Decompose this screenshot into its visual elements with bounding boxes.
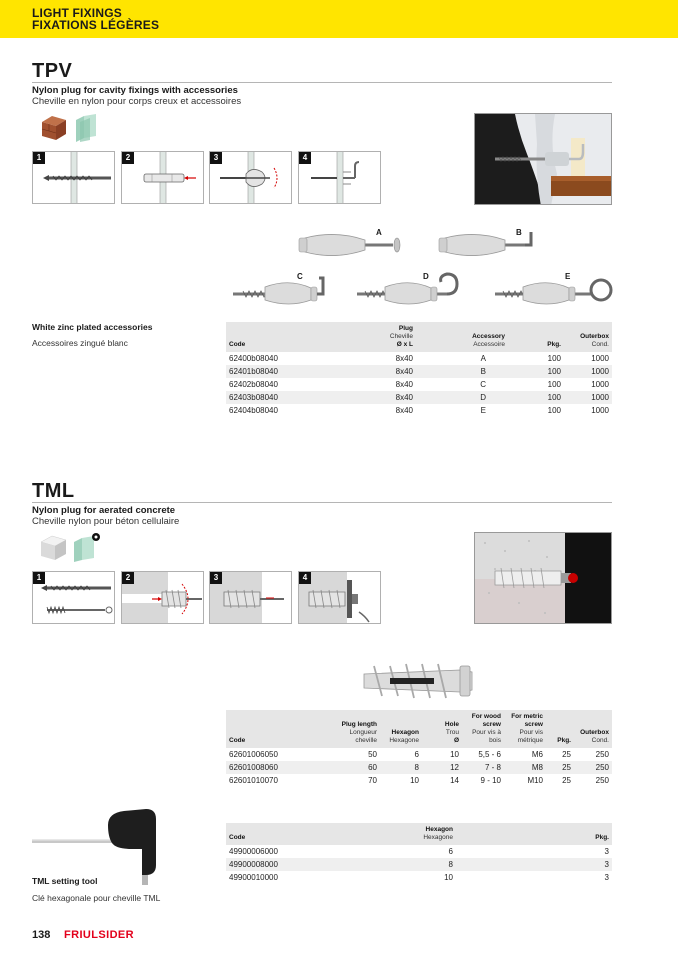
tpv-application-photo <box>474 113 612 205</box>
plug-c-icon <box>233 278 323 304</box>
tml-step-2 <box>121 571 204 624</box>
step-number: 2 <box>122 572 134 584</box>
tml-step-3 <box>209 571 292 624</box>
insert-plug-step-icon <box>122 152 204 204</box>
header-title-en: LIGHT FIXINGS <box>32 6 122 20</box>
th-pkg: Pkg. <box>576 823 612 845</box>
tml-plug-icon <box>360 662 476 700</box>
table-row: 62401b08040 8x40 B 100 1000 <box>226 365 612 378</box>
tpv-products-illustration <box>225 226 615 308</box>
table-row: 62404b08040 8x40 E 100 1000 <box>229 406 609 415</box>
th-metric-screw: For metric screw Pour vis métrique <box>504 710 546 748</box>
drill-step-icon <box>33 152 115 204</box>
th-hole: Hole Trou Ø <box>422 710 462 748</box>
th-hexagon: Hexagon Hexagone <box>380 710 422 748</box>
step-number: 1 <box>33 572 45 584</box>
table-row: 62400b08040 8x40 A 100 1000 <box>229 354 609 363</box>
tool-title-fr: Clé hexagonale pour cheville TML <box>32 893 161 903</box>
tpv-step-2 <box>121 151 204 204</box>
label-c: C <box>297 272 303 281</box>
tpv-subtitle-en: Nylon plug for cavity fixings with accessories <box>32 85 238 96</box>
table-row: 62403b08040 8x40 D 100 1000 <box>226 391 612 404</box>
tpv-rule <box>32 82 612 83</box>
label-d: D <box>423 272 429 281</box>
table-row: 49900010000 10 3 <box>229 873 609 882</box>
plug-e-icon <box>495 280 611 304</box>
step-number: 3 <box>210 572 222 584</box>
label-e: E <box>565 272 571 281</box>
th-pkg: Pkg. <box>546 710 574 748</box>
fixture-mounted-step-icon <box>299 572 381 624</box>
th-outerbox: Outerbox Cond. <box>574 710 612 748</box>
th-accessory: Accessory Accessoire <box>416 322 508 352</box>
aerated-concrete-icon <box>38 532 68 562</box>
th-plug-length: Plug length Longueur cheville <box>336 710 380 748</box>
step-number: 2 <box>122 152 134 164</box>
tml-application-photo <box>474 532 612 624</box>
step-number: 4 <box>299 572 311 584</box>
tpv-step-1 <box>32 151 115 204</box>
table-row: 49900008000 8 3 <box>226 858 612 871</box>
tml-step-1 <box>32 571 115 624</box>
plug-a-icon <box>299 234 400 255</box>
tpv-step-4 <box>298 151 381 204</box>
tpv-subtitle-fr: Cheville en nylon pour corps creux et accessoires <box>32 96 242 107</box>
expand-plug-step-icon <box>210 152 292 204</box>
hex-key-tool-icon <box>32 805 160 887</box>
brick-icon <box>38 112 68 142</box>
label-a: A <box>376 228 382 237</box>
tml-subtitle-en: Nylon plug for aerated concrete <box>32 505 176 516</box>
th-plug: Plug Cheville Ø x L <box>336 322 416 352</box>
label-b: B <box>516 228 522 237</box>
th-hexagon: Hexagon Hexagone <box>336 823 456 845</box>
th-spacer <box>456 823 576 845</box>
plug-set-step-icon <box>210 572 292 624</box>
tpv-table <box>226 322 612 417</box>
tml-rule <box>32 502 612 503</box>
drill-step-icon <box>33 572 115 624</box>
table-row: 62601008060 60 8 12 7 - 8 M8 25 250 <box>226 761 612 774</box>
tml-subtitle-fr: Cheville nylon pour béton cellulaire <box>32 516 180 527</box>
screw-in-plug-step-icon <box>122 572 204 624</box>
step-number: 3 <box>210 152 222 164</box>
table-row: 49900006000 6 3 <box>229 847 609 856</box>
tml-step-4 <box>298 571 381 624</box>
step-number: 1 <box>33 152 45 164</box>
table-row: 62601010070 70 10 14 9 - 10 M10 25 250 <box>229 776 609 785</box>
tpv-accessories-fr: Accessoires zingué blanc <box>32 338 128 348</box>
mounted-hook-step-icon <box>299 152 381 204</box>
table-row: 62402b08040 8x40 C 100 1000 <box>229 380 609 389</box>
brand-logo: FRIULSIDER <box>64 929 134 941</box>
th-code: Code <box>226 322 336 352</box>
plasterboard-icon <box>70 532 100 562</box>
tml-table <box>226 710 612 787</box>
th-outerbox: Outerbox Cond. <box>564 322 612 352</box>
th-pkg: Pkg. <box>508 322 564 352</box>
plug-d-icon <box>357 274 457 304</box>
tpv-step-3 <box>209 151 292 204</box>
tool-table <box>226 823 612 884</box>
tml-title: TML <box>32 480 75 502</box>
tpv-accessories-en: White zinc plated accessories <box>32 322 153 332</box>
page-number: 138 <box>32 929 51 941</box>
step-number: 4 <box>299 152 311 164</box>
table-row: 62601006050 50 6 10 5,5 - 6 M6 25 250 <box>229 750 609 759</box>
th-code: Code <box>226 710 336 748</box>
th-wood-screw: For wood screw Pour vis à bois <box>462 710 504 748</box>
tool-title-en: TML setting tool <box>32 876 98 886</box>
plasterboard-icon <box>70 112 100 142</box>
tpv-title: TPV <box>32 60 73 82</box>
th-code: Code <box>226 823 336 845</box>
header-band <box>0 0 678 38</box>
header-title-fr: FIXATIONS LÉGÈRES <box>32 18 160 32</box>
